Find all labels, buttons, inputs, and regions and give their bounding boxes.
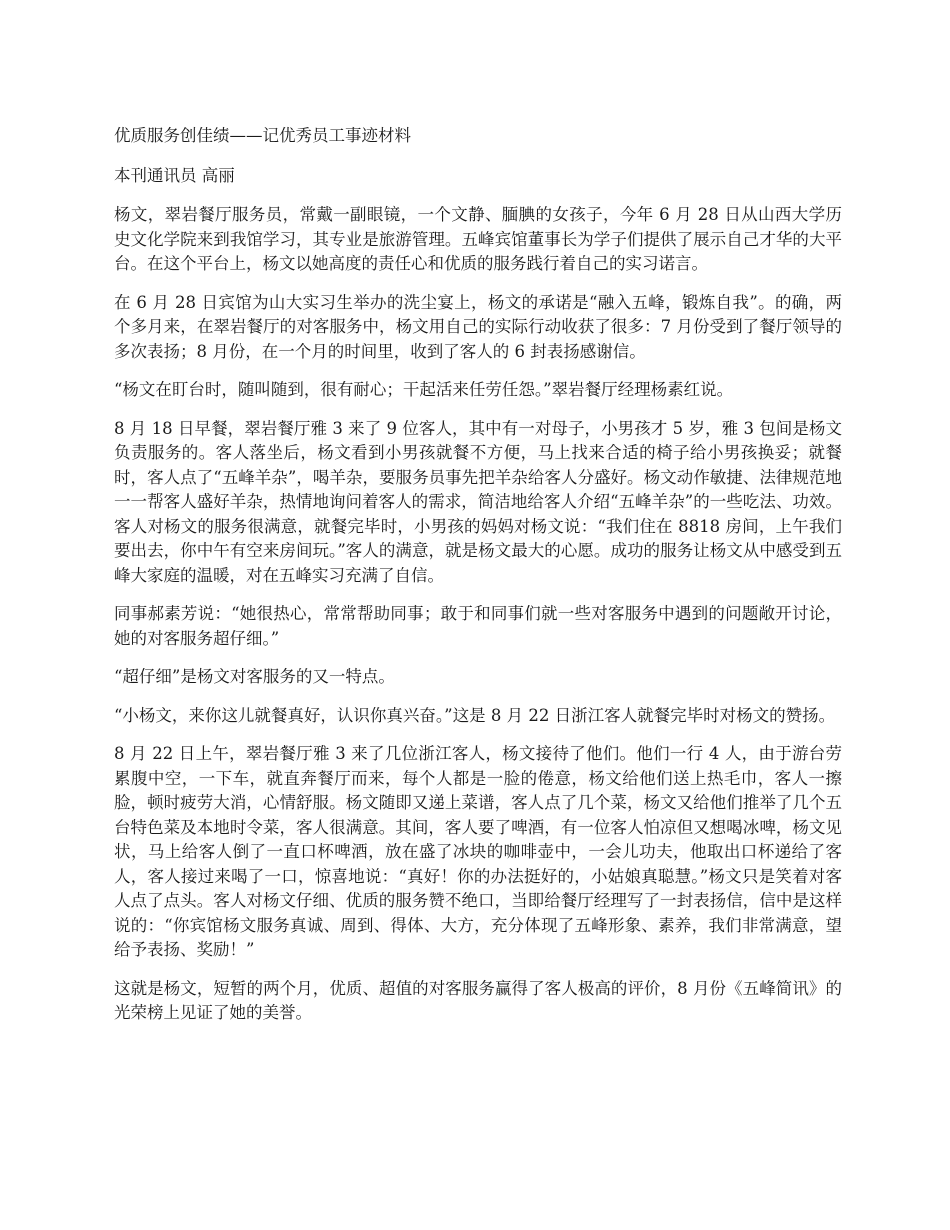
document-page	[114, 124, 842, 1040]
paragraph-7: “小杨文，来你这儿就餐真好，认识你真兴奋。”这是 8 月 22 日浙江客人就餐完毕时对杨文的赞扬。	[114, 705, 836, 725]
paragraph-4: 8 月 18 日早餐，翠岩餐厅雅 3 来了 9 位客人，其中有一对母子，小男孩才 5 岁，雅 3 包间是杨文负责服务的。客人落坐后，杨文看到小男孩就餐不方便，马上找来合适的椅子给小男孩换妥；就餐时，客人点了“五峰羊杂”，喝羊杂，要服务员事先把羊杂给客人分盛好。杨文动作敏捷、法律规范地一一帮客人盛好羊杂，热情地询问着客人的需求，简洁地给客人介绍“五峰羊杂”的一些吃法、功效。客人对杨文的服务很满意，就餐完毕时，小男孩的妈妈对杨文说：“我们住在 8818 房间，上午我们要出去，你中午有空来房间玩。”客人的满意，就是杨文最大的心愿。成功的服务让杨文从中感受到五峰大家庭的温暖，对在五峰实习充满了自信。	[114, 418, 842, 585]
paragraph-2: 在 6 月 28 日宾馆为山大实习生举办的洗尘宴上，杨文的承诺是“融入五峰，锻炼自我”。的确，两个多月来，在翠岩餐厅的对客服务中，杨文用自己的实际行动收获了很多：7 月份受到了餐厅领导的多次表扬；8 月份，在一个月的时间里，收到了客人的 6 封表扬感谢信。	[114, 292, 842, 361]
document-title: 优质服务创佳绩——记优秀员工事迹材料	[114, 126, 411, 145]
paragraph-6: “超仔细”是杨文对客服务的又一特点。	[114, 667, 395, 686]
document-byline: 本刊通讯员 高丽	[114, 165, 235, 185]
paragraph-8: 8 月 22 日上午，翠岩餐厅雅 3 来了几位浙江客人，杨文接待了他们。他们一行 4 人，由于游台劳累腹中空，一下车，就直奔餐厅而来，每个人都是一脸的倦意，杨文给他们送上热毛巾，客人一擦脸，顿时疲劳大消，心情舒服。杨文随即又递上菜谱，客人点了几个菜，杨文又给他们推举了几个五台特色菜及本地时令菜，客人很满意。其间，客人要了啤酒，有一位客人怕凉但又想喝冰啤，杨文见状，马上给客人倒了一直口杯啤酒，放在盛了冰块的咖啡壶中，一会儿功夫，他取出口杯递给了客人，客人接过来喝了一口，惊喜地说：“真好！你的办法挺好的，小姑娘真聪慧。”杨文只是笑着对客人点了点头。客人对杨文仔细、优质的服务赞不绝口，当即给餐厅经理写了一封表扬信，信中是这样说的：“你宾馆杨文服务真诚、周到、得体、大方，充分体现了五峰形象、素养，我们非常满意，望给予表扬、奖励！”	[114, 744, 842, 959]
paragraph-5: 同事郝素芳说：“她很热心，常常帮助同事；敢于和同事们就一些对客服务中遇到的问题敞开讨论，她的对客服务超仔细。”	[114, 604, 842, 648]
paragraph-9: 这就是杨文，短暂的两个月，优质、超值的对客服务赢得了客人极高的评价，8 月份《五峰简讯》的光荣榜上见证了她的美誉。	[114, 978, 842, 1022]
paragraph-1: 杨文，翠岩餐厅服务员，常戴一副眼镜，一个文静、腼腆的女孩子，今年 6 月 28 日从山西大学历史文化学院来到我馆学习，其专业是旅游管理。五峰宾馆董事长为学子们提供了展示自己才华的大平台。在这个平台上，杨文以她高度的责任心和优质的服务践行着自己的实习诺言。	[114, 205, 842, 273]
paragraph-3: “杨文在盯台时，随叫随到，很有耐心；干起活来任劳任怨。”翠岩餐厅经理杨素红说。	[114, 380, 734, 399]
